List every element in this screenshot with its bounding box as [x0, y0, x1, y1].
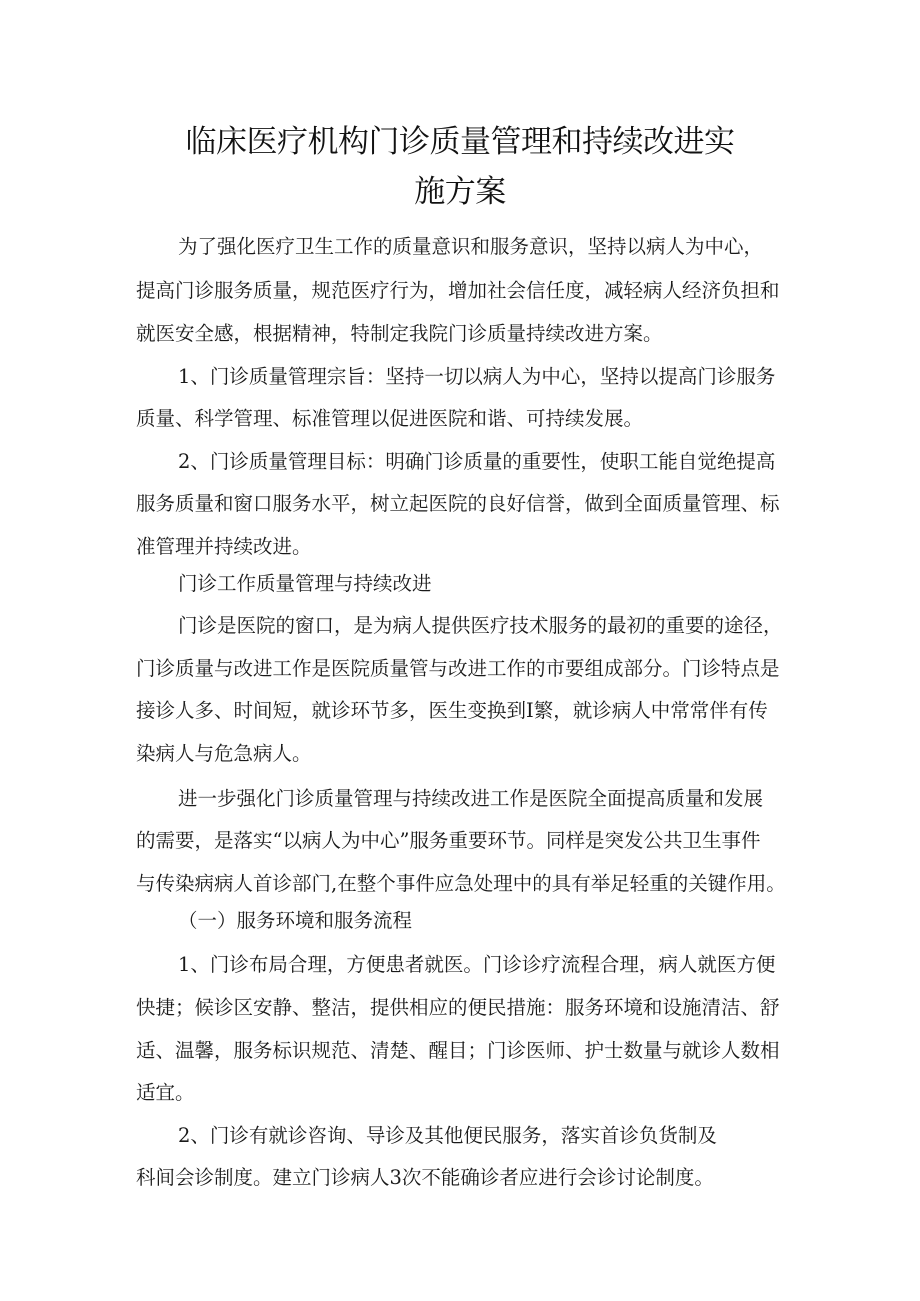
- section-heading: 门诊工作质量管理与持续改进: [178, 572, 432, 595]
- paragraph-line: 快捷；候诊区安静、整洁，提供相应的便民措施：服务环境和设施清洁、舒: [136, 996, 780, 1019]
- paragraph-line: 1、门诊质量管理宗旨：坚持一切以病人为中心，坚持以提高门诊服务: [178, 365, 776, 388]
- paragraph-line: 适宜。: [136, 1081, 195, 1104]
- document-title-line-2: 施方案: [414, 174, 506, 210]
- paragraph-line: 2、门诊有就诊咨询、导诊及其他便民服务，落实首诊负货制及: [178, 1124, 717, 1147]
- paragraph-line: 门诊是医院的窗口，是为病人提供医疗技术服务的最初的重要的途径，: [178, 614, 783, 637]
- paragraph-line: 与传染病病人首诊部门,在整个事件应急处理中的具有举足轻重的关键作用。: [136, 872, 786, 895]
- paragraph-line: 适、温馨，服务标识规范、清楚、醒目；门诊医师、护士数量与就诊人数相: [136, 1039, 780, 1062]
- paragraph-line: 提高门诊服务质量，规范医疗行为，增加社会信任度，减轻病人经济负担和: [136, 279, 780, 302]
- paragraph-line: 门诊质量与改进工作是医院质量管与改进工作的市要组成部分。门诊特点是: [136, 657, 780, 680]
- section-heading: （一）服务环境和服务流程: [178, 909, 413, 932]
- paragraph-line: 2、门诊质量管理目标：明确门诊质量的重要性，使职工能自觉绝提高: [178, 450, 776, 473]
- document-title-line-1: 临床医疗机构门诊质量管理和持续改进实: [185, 124, 735, 160]
- paragraph-line: 的需要，是落实“以病人为中心”服务重要环节。同样是突发公共卫生事件: [136, 829, 761, 852]
- paragraph-line: 服务质量和窗口服务水平，树立起医院的良好信誉，做到全面质量管理、标: [136, 492, 780, 515]
- paragraph-line: 准管理并持续改进。: [136, 535, 312, 558]
- paragraph-line: 染病人与危急病人。: [136, 742, 312, 765]
- paragraph-line: 质量、科学管理、标准管理以促进医院和谐、可持续发展。: [136, 407, 644, 430]
- paragraph-line: 1、门诊布局合理，方便患者就医。门诊诊疗流程合理，病人就医方便: [178, 953, 776, 976]
- paragraph-line: 科间会诊制度。建立门诊病人3次不能确诊者应进行会诊讨论制度。: [136, 1166, 714, 1189]
- paragraph-line: 为了强化医疗卫生工作的质量意识和服务意识，坚持以病人为中心，: [178, 235, 764, 258]
- paragraph-line: 接诊人多、时间短，就诊环节多，医生变换到I繁，就诊病人中常常伴有传: [136, 699, 768, 722]
- paragraph-line: 就医安全感，根据精神，特制定我院门诊质量持续改进方案。: [136, 322, 663, 345]
- paragraph-line: 进一步强化门诊质量管理与持续改进工作是医院全面提高质量和发展: [178, 787, 764, 810]
